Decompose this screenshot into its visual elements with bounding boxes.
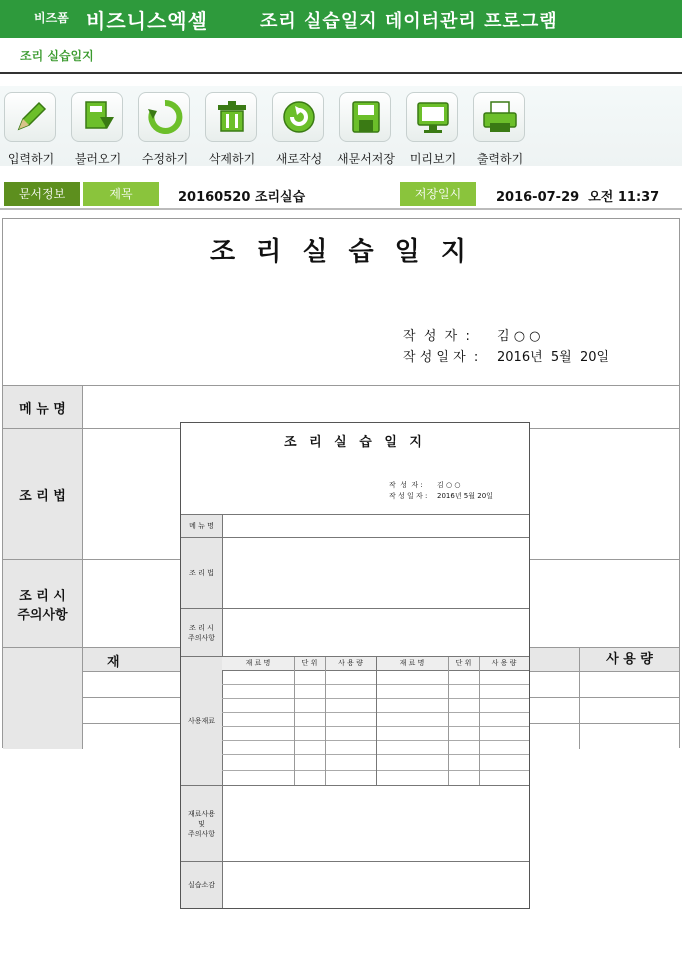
divider: [181, 608, 529, 609]
document-info-bar: [0, 182, 682, 210]
date-label: 작 성 일 자 :: [403, 350, 479, 365]
preview-col-unit-2: 단 위: [448, 657, 479, 670]
preview-caution-line2: 주의사항: [187, 633, 216, 642]
monitor-icon: [406, 92, 458, 142]
new-button[interactable]: [268, 92, 330, 166]
preview-menu-label: 메 뉴 명: [181, 515, 223, 537]
ingredient-col-header: 재: [107, 655, 120, 670]
saved-value: 2016-07-29 오전 11:37: [496, 190, 660, 205]
materials-label: [3, 648, 83, 749]
edit-button[interactable]: [134, 92, 196, 166]
preview-caution-line1: 조 리 시: [189, 623, 214, 632]
load-label: 불러오기: [74, 152, 122, 166]
preview-author-label: 작 성 자 :: [389, 481, 423, 489]
app-title: 조리 실습일지 데이터관리 프로그램: [260, 11, 558, 32]
caution-label-line2: 주의사항: [17, 607, 68, 623]
input-button[interactable]: [0, 92, 62, 166]
author-value[interactable]: 김 ○ ○: [497, 329, 541, 344]
preview-col-unit-1: 단 위: [294, 657, 325, 670]
load-icon: [71, 92, 123, 142]
save-new-label: 새문서저장: [337, 152, 395, 166]
col-divider: [376, 657, 377, 785]
delete-button[interactable]: [201, 92, 263, 166]
col-divider: [448, 657, 449, 785]
preview-date-value: 2016년 5월 20일: [437, 492, 493, 500]
preview-author-value: 김 ○ ○: [437, 481, 461, 489]
preview-note-line3: 주의사항: [187, 829, 216, 838]
form-heading: 조 리 실 습 일 지: [210, 237, 472, 267]
preview-materials-note-label: [181, 786, 223, 861]
print-button[interactable]: [469, 92, 531, 166]
brand-small: 비즈폼: [34, 11, 69, 25]
doc-info-badge: 문서정보: [4, 182, 80, 206]
preview-button[interactable]: [402, 92, 464, 166]
pencil-icon: [4, 92, 56, 142]
menu-name-label: 메 뉴 명: [3, 386, 83, 429]
divider: [181, 537, 529, 538]
preview-heading: 조 리 실 습 일 지: [284, 435, 426, 450]
toolbar: [0, 86, 682, 166]
preview-materials-label: 사용재료: [181, 657, 223, 785]
divider: [3, 385, 679, 386]
preview-impression-label: 실습소감: [181, 862, 223, 908]
usage-col-header: 사 용 량: [579, 648, 679, 672]
print-preview: [180, 422, 530, 909]
title-value[interactable]: 20160520 조리실습: [178, 190, 306, 205]
trash-icon: [205, 92, 257, 142]
new-icon: [272, 92, 324, 142]
delete-label: 삭제하기: [208, 152, 256, 166]
preview-note-line2: 및: [198, 819, 205, 828]
col-divider: [294, 657, 295, 785]
saved-badge: 저장일시: [400, 182, 476, 206]
breadcrumb: 조리 실습일지: [20, 49, 94, 63]
new-label: 새로작성: [275, 152, 323, 166]
preview-col-ingredient-2: 재 료 명: [376, 657, 448, 670]
printer-icon: [473, 92, 525, 142]
edit-label: 수정하기: [141, 152, 189, 166]
divider: [181, 861, 529, 862]
app-header: [0, 0, 682, 38]
save-icon: [339, 92, 391, 142]
date-value[interactable]: 2016년 5월 20일: [497, 350, 610, 365]
preview-caution-label: [181, 609, 223, 656]
author-label: 작 성 자 :: [403, 329, 470, 344]
divider: [181, 514, 529, 515]
brand-logo: 비즈니스엑셀: [86, 9, 208, 33]
refresh-icon: [138, 92, 190, 142]
breadcrumb-bar: [0, 38, 682, 74]
caution-label-line1: 조 리 시: [19, 588, 66, 604]
preview-col-usage-2: 사 용 량: [479, 657, 529, 670]
recipe-label: 조 리 법: [3, 429, 83, 560]
input-label: 입력하기: [7, 152, 55, 166]
caution-label: [3, 560, 83, 648]
col-divider: [579, 672, 580, 749]
divider: [181, 785, 529, 786]
preview-recipe-label: 조 리 법: [181, 538, 223, 608]
preview-col-ingredient-1: 재 료 명: [222, 657, 294, 670]
col-divider: [479, 657, 480, 785]
print-label: 출력하기: [476, 152, 524, 166]
preview-col-usage-1: 사 용 량: [325, 657, 376, 670]
title-badge: 제목: [83, 182, 159, 206]
preview-date-label: 작 성 일 자 :: [389, 492, 428, 500]
load-button[interactable]: [67, 92, 129, 166]
preview-label: 미리보기: [409, 152, 457, 166]
save-new-button[interactable]: [335, 92, 397, 166]
preview-note-line1: 재료사용: [187, 809, 216, 818]
col-divider: [325, 657, 326, 785]
